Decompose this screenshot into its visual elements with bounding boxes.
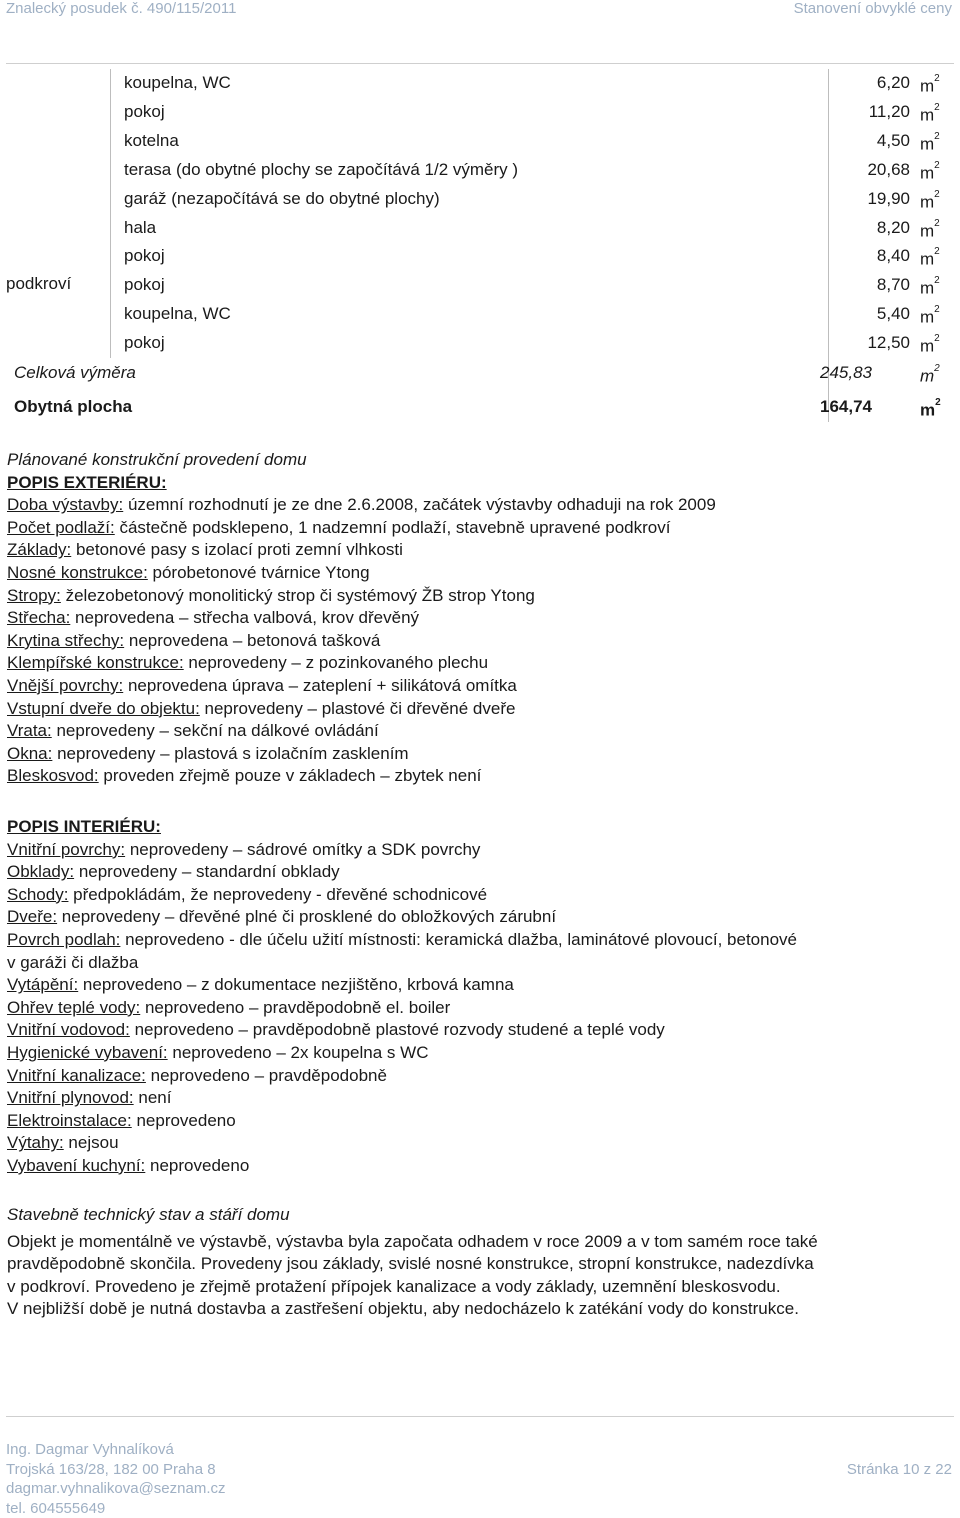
footer-rule — [6, 1416, 954, 1417]
list-item: Vnitřní vodovod: neprovedeno – pravděpodobně plastové rozvody studené a teplé vody — [7, 1020, 665, 1040]
header-section-title: Stanovení obvyklé ceny — [793, 0, 952, 17]
list-item: Krytina střechy: neprovedena – betonová tašková — [7, 630, 381, 650]
table-row — [6, 156, 954, 184]
room-unit: $m^2$ — [920, 246, 940, 269]
list-item: Výtahy: nejsou — [7, 1133, 119, 1153]
living-area-label: Obytná plocha — [14, 397, 133, 416]
total-area-unit: $m^2$ — [920, 363, 940, 386]
room-unit: $m^2$ — [920, 160, 940, 183]
header-rule — [6, 63, 954, 64]
room-unit: $m^2$ — [920, 218, 940, 241]
list-item: Hygienické vybavení: neprovedeno – 2x koupelna s WC — [7, 1042, 429, 1062]
list-item: Povrch podlah: neprovedeno - dle účelu užití místnosti: keramická dlažba, laminátové plovoucí, betonové — [7, 929, 798, 949]
room-unit: $m^2$ — [920, 73, 940, 96]
room-name: terasa (do obytné plochy se započítává 1/2 výměry ) — [124, 160, 519, 179]
room-unit: $m^2$ — [920, 102, 940, 125]
list-item: Vstupní dveře do objektu: neprovedeny – plastové či dřevěné dveře — [7, 698, 516, 718]
list-item: Vrata: neprovedeny – sekční na dálkové ovládání — [7, 721, 379, 741]
list-item: Okna: neprovedeny – plastová s izolačním zasklením — [7, 743, 409, 763]
list-item: Vnější povrchy: neprovedena úprava – zateplení + silikátová omítka — [7, 675, 517, 695]
list-item-continuation: v garáži či dlažba — [7, 952, 139, 972]
author-phone: tel. 604555649 — [6, 1499, 106, 1517]
room-area: 5,40 — [876, 304, 910, 323]
room-area: 19,90 — [867, 189, 910, 208]
table-row — [6, 185, 954, 213]
living-area-value: 164,74 — [820, 397, 872, 416]
table-row — [6, 69, 954, 97]
room-name: pokoj — [124, 333, 165, 352]
room-name: koupelna, WC — [124, 304, 231, 323]
table-row — [6, 98, 954, 126]
interior-section — [7, 816, 952, 1178]
room-name: garáž (nezapočítává se do obytné plochy) — [124, 189, 440, 208]
list-item: Střecha: neprovedena – střecha valbová, krov dřevěný — [7, 608, 420, 628]
list-item: Vnitřní povrchy: neprovedeny – sádrové omítky a SDK povrchy — [7, 839, 481, 859]
exterior-section — [7, 449, 952, 788]
construction-heading: Plánované konstrukční provedení domu — [7, 450, 307, 469]
total-area-label: Celková výměra — [14, 363, 136, 382]
state-section — [7, 1204, 952, 1321]
table-row — [6, 242, 954, 270]
page-header — [0, 0, 960, 20]
table-row — [6, 127, 954, 155]
total-area-value: 245,83 — [820, 363, 872, 382]
paragraph-line: pravděpodobně skončila. Provedeny jsou základy, svislé nosné konstrukce, stropní konstrukce, nadezdívka — [7, 1254, 814, 1274]
list-item: Základy: betonové pasy s izolací proti zemní vlhkosti — [7, 540, 403, 560]
floor-group-label: podkroví — [6, 274, 72, 293]
state-heading: Stavebně technický stav a stáří domu — [7, 1205, 290, 1224]
table-row — [6, 329, 954, 357]
table-row — [6, 214, 954, 242]
list-item: Vnitřní plynovod: není — [7, 1088, 172, 1108]
author-email: dagmar.vyhnalikova@seznam.cz — [6, 1480, 226, 1498]
list-item: Ohřev teplé vody: neprovedeno – pravděpodobně el. boiler — [7, 997, 451, 1017]
header-document-id: Znalecký posudek č. 490/115/2011 — [6, 0, 237, 17]
living-area-row — [6, 392, 954, 422]
interior-title: POPIS INTERIÉRU: — [7, 817, 161, 836]
table-row — [6, 271, 954, 299]
table-row — [6, 300, 954, 328]
list-item: Doba výstavby: územní rozhodnutí je ze dne 2.6.2008, začátek výstavby odhaduji na rok 2009 — [7, 495, 716, 515]
list-item: Stropy: železobetonový monolitický strop či systémový ŽB strop Ytong — [7, 585, 535, 605]
list-item: Obklady: neprovedeny – standardní obklady — [7, 862, 340, 882]
room-name: pokoj — [124, 246, 165, 265]
room-area: 8,70 — [876, 275, 910, 294]
room-area: 4,50 — [876, 131, 910, 150]
page-number: Stránka 10 z 22 — [846, 1460, 952, 1478]
room-name: pokoj — [124, 102, 165, 121]
room-area: 12,50 — [867, 333, 910, 352]
room-name: hala — [124, 218, 157, 237]
room-unit: $m^2$ — [920, 333, 940, 356]
room-name: koupelna, WC — [124, 73, 231, 92]
room-area: 11,20 — [868, 102, 910, 121]
room-name: pokoj — [124, 275, 165, 294]
room-area: 8,20 — [876, 218, 910, 237]
list-item: Vybavení kuchyní: neprovedeno — [7, 1155, 250, 1175]
living-area-unit: $m^2$ — [920, 397, 941, 420]
room-area: 20,68 — [867, 160, 910, 179]
list-item: Vytápění: neprovedeno – z dokumentace nezjištěno, krbová kamna — [7, 975, 514, 995]
room-name: kotelna — [124, 131, 179, 150]
list-item: Počet podlaží: částečně podsklepeno, 1 nadzemní podlaží, stavebně upravené podkroví — [7, 517, 671, 537]
paragraph-line: Objekt je momentálně ve výstavbě, výstavba byla započata odhadem v roce 2009 a v tom samém roce také — [7, 1231, 818, 1251]
paragraph-line: V nejbližší době je nutná dostavba a zastřešení objektu, aby nedocházelo k zatékání vody do konstrukce. — [7, 1299, 799, 1319]
room-area: 6,20 — [876, 73, 910, 92]
paragraph-line: v podkroví. Provedeno je zřejmě protažení přípojek kanalizace a vody základy, uzemnění bleskosvodu. — [7, 1276, 781, 1296]
list-item: Bleskosvod: proveden zřejmě pouze v základech – zbytek není — [7, 766, 482, 786]
list-item: Vnitřní kanalizace: neprovedeno – pravděpodobně — [7, 1065, 387, 1085]
room-area: 8,40 — [876, 246, 910, 265]
author-name: Ing. Dagmar Vyhnalíková — [6, 1441, 174, 1458]
list-item: Klempířské konstrukce: neprovedeny – z pozinkovaného plechu — [7, 653, 489, 673]
page-footer — [6, 1440, 954, 1518]
room-unit: $m^2$ — [920, 304, 940, 327]
total-area-row — [6, 358, 954, 388]
list-item: Elektroinstalace: neprovedeno — [7, 1110, 236, 1130]
author-address: Trojská 163/28, 182 00 Praha 8 — [6, 1460, 216, 1478]
list-item: Schody: předpokládám, že neprovedeny - dřevěné schodnicové — [7, 884, 488, 904]
room-unit: $m^2$ — [920, 189, 940, 212]
room-unit: $m^2$ — [920, 275, 940, 298]
list-item: Dveře: neprovedeny – dřevěné plné či prosklené do obložkových zárubní — [7, 907, 557, 927]
list-item: Nosné konstrukce: pórobetonové tvárnice Ytong — [7, 562, 370, 582]
exterior-title: POPIS EXTERIÉRU: — [7, 472, 167, 492]
room-unit: $m^2$ — [920, 131, 940, 154]
